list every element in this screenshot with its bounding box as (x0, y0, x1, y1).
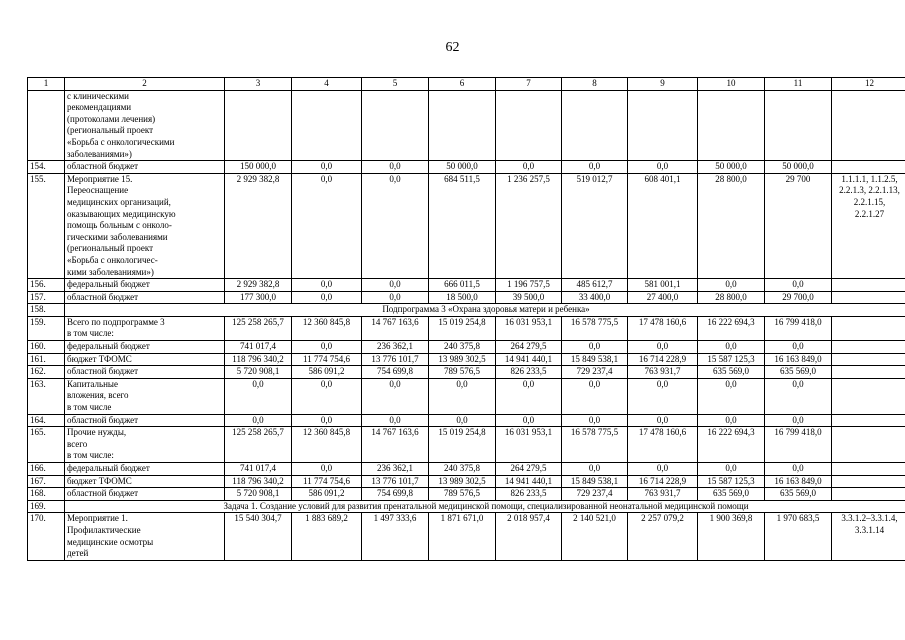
value-cell: 0,0 (698, 414, 765, 427)
value-cell: 0,0 (698, 463, 765, 476)
value-cell: 13 776 101,7 (362, 353, 429, 366)
value-cell: 125 258 265,7 (225, 427, 292, 463)
table-row (28, 475, 905, 488)
value-cell: 18 500,0 (429, 291, 496, 304)
row-name: федеральный бюджет (65, 341, 225, 354)
value-cell: 1 883 689,2 (292, 513, 362, 560)
task-code: 1.1.1.1, 1.1.2.5, 2.2.1.3, 2.2.1.13, 2.2.1.15, 2.2.1.27 (832, 173, 905, 278)
value-cell: 29 700 (765, 173, 832, 278)
value-cell: 118 796 340,2 (225, 353, 292, 366)
value-cell: 50 000,0 (429, 161, 496, 174)
section-row (28, 304, 905, 317)
value-cell: 16 222 694,3 (698, 316, 765, 340)
value-cell: 15 019 254,8 (429, 316, 496, 340)
value-cell: 33 400,0 (562, 291, 628, 304)
table-row (28, 279, 905, 292)
value-cell: 14 767 163,6 (362, 427, 429, 463)
value-cell: 0,0 (362, 291, 429, 304)
table-row (28, 513, 905, 560)
value-cell: 0,0 (628, 463, 698, 476)
value-cell: 0,0 (628, 378, 698, 414)
table-row (28, 291, 905, 304)
value-cell: 2 257 079,2 (628, 513, 698, 560)
value-cell: 12 360 845,8 (292, 316, 362, 340)
table-row (28, 378, 905, 414)
value-cell: 0,0 (698, 341, 765, 354)
value-cell: 0,0 (362, 279, 429, 292)
task-code (832, 353, 905, 366)
value-cell: 2 929 382,8 (225, 279, 292, 292)
section-row (28, 500, 905, 513)
table-row (28, 463, 905, 476)
row-index: 166. (28, 463, 65, 476)
value-cell: 0,0 (765, 341, 832, 354)
header-cell: 8 (562, 78, 628, 91)
table-row (28, 488, 905, 501)
value-cell: 0,0 (562, 341, 628, 354)
row-name: бюджет ТФОМС (65, 353, 225, 366)
value-cell: 11 774 754,6 (292, 353, 362, 366)
row-index: 168. (28, 488, 65, 501)
row-name: областной бюджет (65, 291, 225, 304)
value-cell: 16 031 953,1 (496, 316, 562, 340)
table-row (28, 427, 905, 463)
value-cell: 15 540 304,7 (225, 513, 292, 560)
value-cell: 0,0 (628, 414, 698, 427)
row-index: 162. (28, 366, 65, 379)
value-cell: 2 140 521,0 (562, 513, 628, 560)
table-row (28, 341, 905, 354)
value-cell: 666 011,5 (429, 279, 496, 292)
row-index: 164. (28, 414, 65, 427)
value-cell: 16 714 228,9 (628, 353, 698, 366)
value-cell: 1 900 369,8 (698, 513, 765, 560)
value-cell: 789 576,5 (429, 366, 496, 379)
value-cell: 1 871 671,0 (429, 513, 496, 560)
table-row (28, 366, 905, 379)
value-cell: 0,0 (628, 341, 698, 354)
budget-table (27, 77, 905, 561)
value-cell: 16 714 228,9 (628, 475, 698, 488)
row-index: 157. (28, 291, 65, 304)
header-cell: 4 (292, 78, 362, 91)
value-cell: 27 400,0 (628, 291, 698, 304)
row-name: областной бюджет (65, 414, 225, 427)
value-cell: 635 569,0 (765, 488, 832, 501)
row-name: областной бюджет (65, 488, 225, 501)
value-cell: 754 699,8 (362, 366, 429, 379)
section-title: Задача 1. Создание условий для развития пренатальной медицинской помощи, специализированной неонатальной медицинской помощи (65, 500, 905, 513)
value-cell: 586 091,2 (292, 488, 362, 501)
value-cell: 125 258 265,7 (225, 316, 292, 340)
value-cell: 684 511,5 (429, 173, 496, 278)
value-cell: 39 500,0 (496, 291, 562, 304)
row-index: 170. (28, 513, 65, 560)
value-cell: 635 569,0 (765, 366, 832, 379)
value-cell: 264 279,5 (496, 463, 562, 476)
value-cell: 0,0 (362, 173, 429, 278)
value-cell: 13 989 302,5 (429, 353, 496, 366)
value-cell: 581 001,1 (628, 279, 698, 292)
row-name: бюджет ТФОМС (65, 475, 225, 488)
row-name: федеральный бюджет (65, 463, 225, 476)
value-cell: 0,0 (562, 414, 628, 427)
value-cell: 28 800,0 (698, 291, 765, 304)
row-name: Всего по подпрограмме 3 в том числе: (65, 316, 225, 340)
header-cell: 6 (429, 78, 496, 91)
value-cell: 50 000,0 (765, 161, 832, 174)
task-code (832, 341, 905, 354)
task-code (832, 90, 905, 161)
value-cell: 15 019 254,8 (429, 427, 496, 463)
value-cell: 150 000,0 (225, 161, 292, 174)
value-cell: 11 774 754,6 (292, 475, 362, 488)
table-row (28, 353, 905, 366)
header-cell: 1 (28, 78, 65, 91)
value-cell: 0,0 (765, 378, 832, 414)
task-code (832, 316, 905, 340)
value-cell: 826 233,5 (496, 366, 562, 379)
value-cell: 16 222 694,3 (698, 427, 765, 463)
value-cell: 0,0 (292, 291, 362, 304)
value-cell: 29 700,0 (765, 291, 832, 304)
row-index: 161. (28, 353, 65, 366)
value-cell: 17 478 160,6 (628, 427, 698, 463)
row-index: 154. (28, 161, 65, 174)
value-cell: 0,0 (562, 161, 628, 174)
value-cell: 1 236 257,5 (496, 173, 562, 278)
value-cell (362, 90, 429, 161)
value-cell: 50 000,0 (698, 161, 765, 174)
value-cell: 15 587 125,3 (698, 475, 765, 488)
value-cell: 15 587 125,3 (698, 353, 765, 366)
value-cell: 0,0 (562, 463, 628, 476)
value-cell: 16 799 418,0 (765, 427, 832, 463)
value-cell: 0,0 (765, 414, 832, 427)
row-index: 167. (28, 475, 65, 488)
value-cell: 608 401,1 (628, 173, 698, 278)
table-row (28, 161, 905, 174)
value-cell: 0,0 (292, 463, 362, 476)
value-cell: 789 576,5 (429, 488, 496, 501)
row-name: Мероприятие 15. Переоснащение медицинских организаций, оказывающих медицинскую помощь больным с онколо- гическими заболеваниями (региональный проект «Борьба с онкологичес- кими заболеваниями») (65, 173, 225, 278)
row-name: с клиническими рекомендациями (протоколами лечения) (региональный проект «Борьба с онкологическими заболеваниями») (65, 90, 225, 161)
value-cell (562, 90, 628, 161)
value-cell: 635 569,0 (698, 488, 765, 501)
value-cell: 28 800,0 (698, 173, 765, 278)
row-index (28, 90, 65, 161)
value-cell (628, 90, 698, 161)
task-code (832, 475, 905, 488)
header-cell: 9 (628, 78, 698, 91)
table-row (28, 173, 905, 278)
header-cell: 12 (832, 78, 905, 91)
value-cell: 12 360 845,8 (292, 427, 362, 463)
value-cell: 826 233,5 (496, 488, 562, 501)
value-cell: 0,0 (362, 161, 429, 174)
value-cell: 1 970 683,5 (765, 513, 832, 560)
task-code (832, 291, 905, 304)
value-cell: 0,0 (698, 279, 765, 292)
value-cell: 0,0 (429, 414, 496, 427)
row-name: Прочие нужды, всего в том числе: (65, 427, 225, 463)
value-cell: 264 279,5 (496, 341, 562, 354)
value-cell: 177 300,0 (225, 291, 292, 304)
value-cell (429, 90, 496, 161)
value-cell (496, 90, 562, 161)
value-cell: 0,0 (225, 378, 292, 414)
value-cell: 240 375,8 (429, 341, 496, 354)
row-index: 159. (28, 316, 65, 340)
value-cell: 236 362,1 (362, 341, 429, 354)
header-cell: 5 (362, 78, 429, 91)
task-code (832, 463, 905, 476)
value-cell: 14 767 163,6 (362, 316, 429, 340)
value-cell: 0,0 (225, 414, 292, 427)
value-cell: 2 929 382,8 (225, 173, 292, 278)
task-code (832, 378, 905, 414)
value-cell (698, 90, 765, 161)
value-cell: 16 163 849,0 (765, 353, 832, 366)
value-cell: 16 031 953,1 (496, 427, 562, 463)
page-number: 62 (445, 40, 460, 55)
value-cell: 0,0 (292, 341, 362, 354)
task-code (832, 427, 905, 463)
table-row (28, 414, 905, 427)
table-row (28, 316, 905, 340)
value-cell: 0,0 (362, 378, 429, 414)
value-cell: 0,0 (292, 378, 362, 414)
value-cell: 15 849 538,1 (562, 353, 628, 366)
value-cell (292, 90, 362, 161)
row-index: 158. (28, 304, 65, 317)
header-cell: 10 (698, 78, 765, 91)
value-cell: 0,0 (628, 161, 698, 174)
value-cell: 0,0 (292, 279, 362, 292)
header-cell: 2 (65, 78, 225, 91)
value-cell: 0,0 (292, 161, 362, 174)
value-cell: 763 931,7 (628, 366, 698, 379)
task-code (832, 366, 905, 379)
value-cell: 240 375,8 (429, 463, 496, 476)
table-row (28, 90, 905, 161)
value-cell: 1 497 333,6 (362, 513, 429, 560)
value-cell: 0,0 (496, 161, 562, 174)
value-cell: 0,0 (496, 414, 562, 427)
value-cell: 118 796 340,2 (225, 475, 292, 488)
row-name: областной бюджет (65, 366, 225, 379)
row-name: федеральный бюджет (65, 279, 225, 292)
value-cell: 519 012,7 (562, 173, 628, 278)
value-cell: 16 578 775,5 (562, 427, 628, 463)
value-cell: 2 018 957,4 (496, 513, 562, 560)
row-index: 165. (28, 427, 65, 463)
value-cell: 586 091,2 (292, 366, 362, 379)
value-cell: 754 699,8 (362, 488, 429, 501)
header-cell: 3 (225, 78, 292, 91)
value-cell: 16 163 849,0 (765, 475, 832, 488)
value-cell: 0,0 (292, 173, 362, 278)
value-cell: 5 720 908,1 (225, 488, 292, 501)
value-cell: 0,0 (496, 378, 562, 414)
header-row (28, 78, 905, 91)
value-cell: 1 196 757,5 (496, 279, 562, 292)
value-cell: 485 612,7 (562, 279, 628, 292)
row-name: областной бюджет (65, 161, 225, 174)
value-cell: 16 799 418,0 (765, 316, 832, 340)
value-cell: 13 776 101,7 (362, 475, 429, 488)
header-cell: 11 (765, 78, 832, 91)
row-index: 169. (28, 500, 65, 513)
value-cell: 0,0 (562, 378, 628, 414)
value-cell: 741 017,4 (225, 341, 292, 354)
value-cell: 5 720 908,1 (225, 366, 292, 379)
row-index: 160. (28, 341, 65, 354)
value-cell: 729 237,4 (562, 366, 628, 379)
value-cell: 15 849 538,1 (562, 475, 628, 488)
value-cell: 14 941 440,1 (496, 353, 562, 366)
value-cell: 0,0 (292, 414, 362, 427)
value-cell: 635 569,0 (698, 366, 765, 379)
task-code (832, 488, 905, 501)
value-cell: 0,0 (429, 378, 496, 414)
value-cell: 17 478 160,6 (628, 316, 698, 340)
row-index: 155. (28, 173, 65, 278)
value-cell: 0,0 (698, 378, 765, 414)
value-cell: 0,0 (765, 279, 832, 292)
value-cell: 16 578 775,5 (562, 316, 628, 340)
value-cell: 0,0 (362, 414, 429, 427)
value-cell: 14 941 440,1 (496, 475, 562, 488)
value-cell: 763 931,7 (628, 488, 698, 501)
task-code (832, 414, 905, 427)
task-code (832, 279, 905, 292)
row-index: 163. (28, 378, 65, 414)
value-cell (765, 90, 832, 161)
value-cell: 729 237,4 (562, 488, 628, 501)
task-code (832, 161, 905, 174)
value-cell (225, 90, 292, 161)
row-name: Капитальные вложения, всего в том числе (65, 378, 225, 414)
value-cell: 13 989 302,5 (429, 475, 496, 488)
value-cell: 236 362,1 (362, 463, 429, 476)
value-cell: 741 017,4 (225, 463, 292, 476)
section-title: Подпрограмма 3 «Охрана здоровья матери и ребенка» (65, 304, 905, 317)
header-cell: 7 (496, 78, 562, 91)
value-cell: 0,0 (765, 463, 832, 476)
row-index: 156. (28, 279, 65, 292)
row-name: Мероприятие 1. Профилактические медицинские осмотры детей (65, 513, 225, 560)
task-code: 3.3.1.2–3.3.1.4, 3.3.1.14 (832, 513, 905, 560)
